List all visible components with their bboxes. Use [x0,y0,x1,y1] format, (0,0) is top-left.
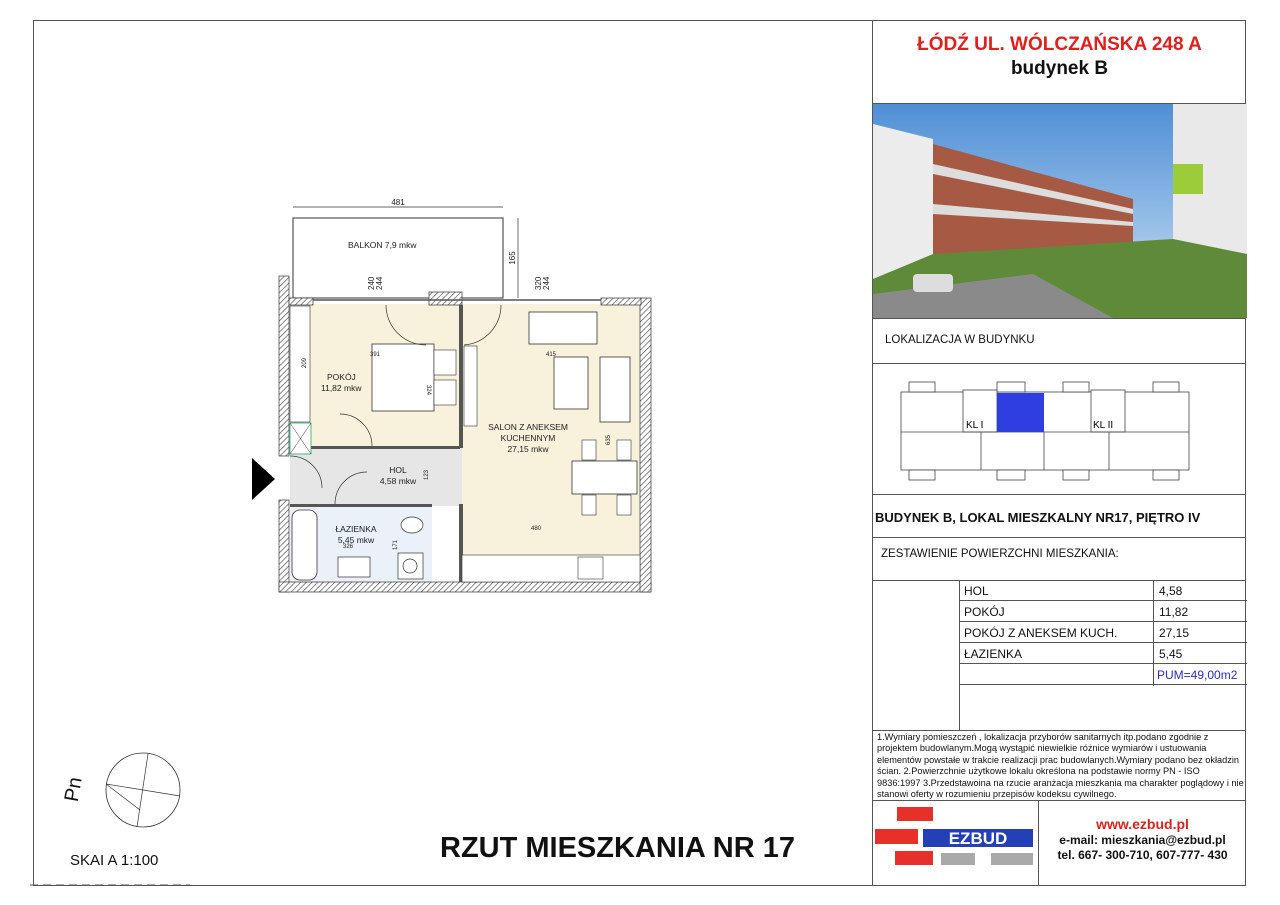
svg-text:171: 171 [393,539,399,550]
svg-text:326: 326 [343,544,354,550]
room-hol [290,448,462,506]
north-label: Pn [60,775,87,804]
svg-text:635: 635 [606,434,612,445]
room-label-hol: HOL [389,465,407,475]
svg-text:27,15 mkw: 27,15 mkw [507,444,549,454]
plan-title: RZUT MIESZKANIA NR 17 [440,832,795,864]
area-row: POKÓJ 11,82 [959,601,1247,622]
entrance-arrow-icon [252,458,275,500]
sofa [529,312,597,344]
total-row: PUM=49,00m2 [959,664,1247,685]
dim-balcony: 165 [508,251,517,265]
email-text: e-mail: mieszkania@ezbud.pl [1059,833,1226,847]
balcony-label: BALKON 7,9 mkw [348,240,417,250]
svg-text:480: 480 [531,526,542,532]
balcony [293,218,503,298]
scale-label: SKAI A 1:100 [70,852,159,869]
dim-top: 481 [391,198,405,207]
svg-text:320: 320 [534,276,543,290]
svg-text:415: 415 [546,352,557,358]
stair-label-1: KL I [966,420,984,431]
bathtub [292,510,317,580]
unit-highlight [997,393,1044,432]
kitchen-counter [462,555,640,582]
building-title: budynek B [1010,58,1109,79]
svg-text:391: 391 [370,352,381,358]
svg-text:324: 324 [425,385,431,396]
svg-text:240: 240 [367,276,376,290]
svg-text:123: 123 [424,469,430,480]
svg-text:244: 244 [542,276,551,290]
svg-text:EZBUD: EZBUD [948,829,1008,848]
location-label: LOKALIZACJA W BUDYNKU [885,334,1035,346]
room-label-salon: SALON Z ANEKSEM [488,422,568,432]
notes: 1.Wymiary pomieszczeń , lokalizacja przyborów sanitarnych itp.podano zgodnie z projektem budowlanym.Mogą wystąpić niewielkie różnice wymiarów i ustuowania elementów powstałe w trakcie realizacji prac budowlanych.Wymiary podano bez okładzin ścian. 2.Powierzchnie użytkowe lokalu określona na podstawie normy PN - ISO 9836:1997 3.Przedstawoina na rzucie aranżacja mieszkania ma charakter poglądowy i nie stanowi oferty w rozumieniu przepisów kodeksu cywilnego. [877,732,1244,800]
building-rendering [873,104,1247,318]
area-row: POKÓJ Z ANEKSEM KUCH. 27,15 [959,622,1247,643]
svg-text:5,45 mkw: 5,45 mkw [337,535,375,545]
area-row: HOL 4,58 [959,580,1247,601]
unit-title: BUDYNEK B, LOKAL MIESZKALNY NR17, PIĘTRO IV [875,510,1201,525]
svg-text:11,82 mkw: 11,82 mkw [321,383,362,393]
bed [372,344,434,411]
summary-label: ZESTAWIENIE POWIERZCHNI MIESZKANIA: [881,548,1119,560]
stair-label-2: KL II [1093,420,1114,431]
room-label-pokoj: POKÓJ [327,372,356,382]
building-key-plan [873,364,1247,494]
svg-text:209: 209 [302,357,308,368]
info-panel [872,20,1246,886]
phone-text: tel. 667- 300-710, 607-777- 430 [1057,848,1228,862]
svg-text:244: 244 [375,276,384,290]
dining-table [572,461,637,494]
ezbud-logo [873,805,1038,885]
address-title: ŁÓDŹ UL. WÓLCZAŃSKA 248 A [917,34,1202,55]
svg-text:4,58 mkw: 4,58 mkw [379,476,417,486]
website-link[interactable]: www.ezbud.pl [1096,816,1189,832]
area-row: ŁAZIENKA 5,45 [959,643,1247,664]
room-label-lazienka: ŁAZIENKA [335,524,377,534]
svg-text:KUCHENNYM: KUCHENNYM [500,433,556,443]
